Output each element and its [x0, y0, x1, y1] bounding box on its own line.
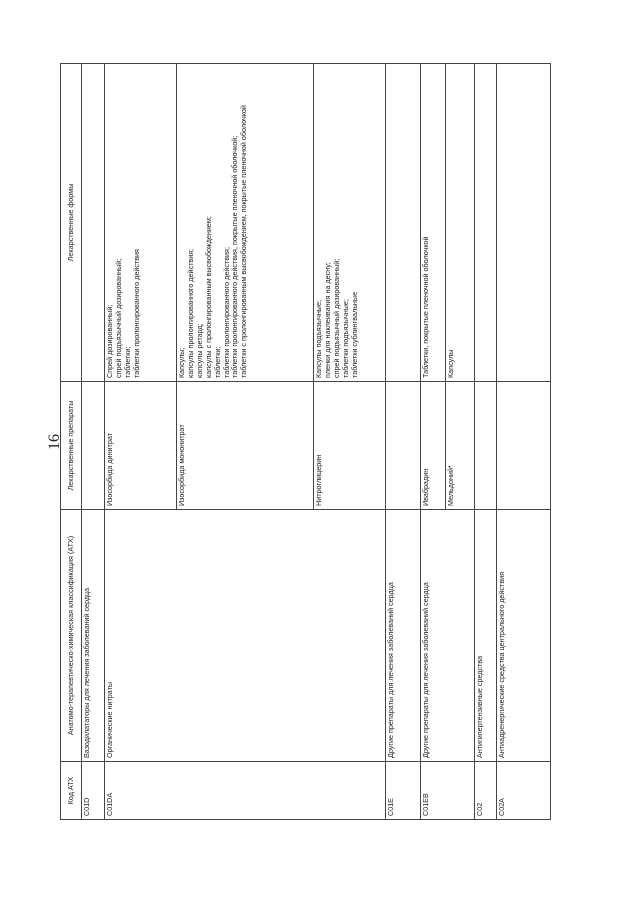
cell-drug: Изосорбида мононитрат [177, 382, 314, 510]
cell-drug [497, 382, 551, 510]
page-number: 16 [46, 434, 63, 450]
header-drugs: Лекарственные препараты [61, 382, 82, 510]
table-header-row [61, 64, 82, 820]
header-classification: Анатомо-терапевтическо-химическая классификация (АТХ) [61, 510, 82, 762]
header-code: Код АТХ [61, 762, 82, 820]
cell-forms: Капсулы подъязычные; пленки для наклеивания на десну; спрей подъязычный дозированный; таблетки подъязычные; таблетки сублингвальные [314, 64, 386, 382]
cell-code: C02A [497, 762, 551, 820]
cell-drug: Мельдоний* [446, 382, 475, 510]
cell-drug: Ивабрадин [421, 382, 446, 510]
cell-drug [82, 382, 105, 510]
cell-forms: Капсулы; капсулы пролонгированного действия; капсулы ретард; капсулы с пролонгированным высвобождением; таблетки; таблетки пролонгированного действия; таблетки пролонгированного действия, покрытые пленочной оболочкой; таблетки с пролонгированным высвобождением, покрытые пленочной оболочкой [177, 64, 314, 382]
rotated-table-container [60, 64, 550, 820]
table-row [421, 64, 446, 820]
cell-forms [497, 64, 551, 382]
cell-forms [475, 64, 497, 382]
cell-forms [386, 64, 421, 382]
cell-code: C01DA [105, 762, 386, 820]
cell-class: Органические нитраты [105, 510, 386, 762]
table-row [497, 64, 551, 820]
cell-forms [82, 64, 105, 382]
table-row [386, 64, 421, 820]
cell-code: C01E [386, 762, 421, 820]
cell-code: C01D [82, 762, 105, 820]
cell-class: Другие препараты для лечения заболеваний сердца [386, 510, 421, 762]
cell-forms: Капсулы [446, 64, 475, 382]
cell-class: Другие препараты для лечения заболеваний сердца [421, 510, 475, 762]
cell-class: Антиадренергические средства центрального действия [497, 510, 551, 762]
cell-class: Антигипертензивные средства [475, 510, 497, 762]
cell-forms: Спрей дозированный; спрей подъязычный дозированный; таблетки; таблетки пролонгированного действия [105, 64, 177, 382]
cell-drug: Нитроглицерин [314, 382, 386, 510]
cell-drug [386, 382, 421, 510]
table-row [82, 64, 105, 820]
cell-code: C02 [475, 762, 497, 820]
header-forms: Лекарственные формы [61, 64, 82, 382]
table-row [105, 64, 177, 820]
cell-forms: Таблетки, покрытые пленочной оболочкой [421, 64, 446, 382]
cell-drug [475, 382, 497, 510]
cell-code: C01EB [421, 762, 475, 820]
cell-class: Вазодилататоры для лечения заболеваний сердца [82, 510, 105, 762]
table-row [475, 64, 497, 820]
cell-drug: Изосорбида динитрат [105, 382, 177, 510]
drug-table [60, 63, 551, 820]
